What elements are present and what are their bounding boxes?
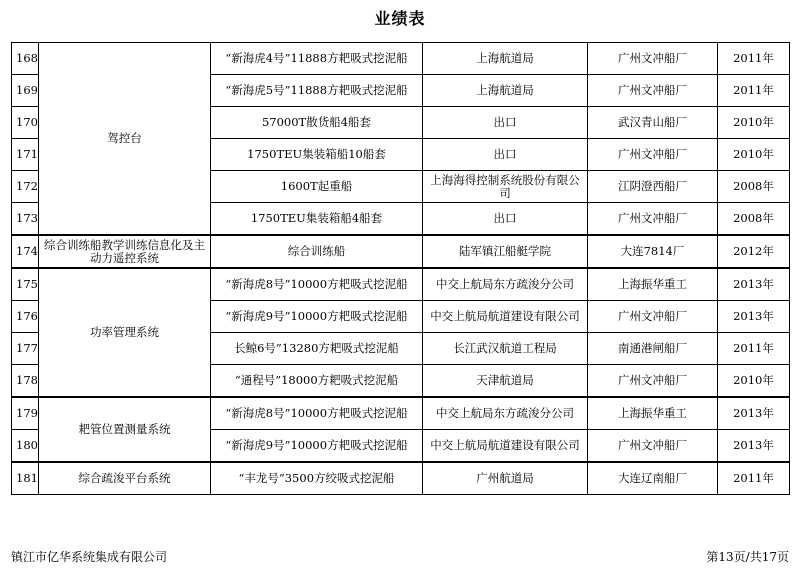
table-row: [12, 43, 790, 75]
builder-cell: 广州文冲船厂: [588, 203, 718, 236]
row-number: 172: [12, 171, 39, 203]
client-cell: 陆军镇江船艇学院: [423, 235, 588, 268]
client-cell: 出口: [423, 203, 588, 236]
table-row: [12, 397, 790, 430]
row-number: 176: [12, 301, 39, 333]
builder-cell: 江阴澄西船厂: [588, 171, 718, 203]
row-number: 174: [12, 235, 39, 268]
row-number: 179: [12, 397, 39, 430]
builder-cell: 上海振华重工: [588, 268, 718, 301]
builder-cell: 广州文冲船厂: [588, 139, 718, 171]
table-row: [12, 235, 790, 268]
row-number: 177: [12, 333, 39, 365]
product-cell: “新海虎8号”10000方耙吸式挖泥船: [211, 397, 423, 430]
product-cell: 长鲸6号”13280方耙吸式挖泥船: [211, 333, 423, 365]
row-number: 168: [12, 43, 39, 75]
year-cell: 2008年: [718, 171, 790, 203]
client-cell: 长江武汉航道工程局: [423, 333, 588, 365]
table-row: [12, 462, 790, 495]
year-cell: 2011年: [718, 75, 790, 107]
product-cell: “新海虎8号”10000方耙吸式挖泥船: [211, 268, 423, 301]
system-group-cell: 耙管位置测量系统: [39, 397, 211, 462]
builder-cell: 广州文冲船厂: [588, 365, 718, 398]
client-cell: 广州航道局: [423, 462, 588, 495]
year-cell: 2013年: [718, 397, 790, 430]
builder-cell: 南通港闸船厂: [588, 333, 718, 365]
builder-cell: 广州文冲船厂: [588, 430, 718, 463]
performance-table: [11, 42, 790, 495]
product-cell: 1750TEU集装箱船4船套: [211, 203, 423, 236]
row-number: 169: [12, 75, 39, 107]
footer-company: 镇江市亿华系统集成有限公司: [11, 550, 168, 564]
client-cell: 上海航道局: [423, 75, 588, 107]
row-number: 178: [12, 365, 39, 398]
product-cell: “新海虎4号”11888方耙吸式挖泥船: [211, 43, 423, 75]
client-cell: 上海航道局: [423, 43, 588, 75]
client-cell: 中交上航局东方疏浚分公司: [423, 268, 588, 301]
system-group-cell: 功率管理系统: [39, 268, 211, 397]
row-number: 171: [12, 139, 39, 171]
builder-cell: 广州文冲船厂: [588, 75, 718, 107]
client-cell: 上海海得控制系统股份有限公司: [423, 171, 588, 203]
year-cell: 2011年: [718, 333, 790, 365]
row-number: 175: [12, 268, 39, 301]
year-cell: 2008年: [718, 203, 790, 236]
product-cell: 1600T起重船: [211, 171, 423, 203]
row-number: 180: [12, 430, 39, 463]
client-cell: 出口: [423, 107, 588, 139]
row-number: 173: [12, 203, 39, 236]
builder-cell: 大连辽南船厂: [588, 462, 718, 495]
builder-cell: 上海振华重工: [588, 397, 718, 430]
year-cell: 2013年: [718, 301, 790, 333]
year-cell: 2013年: [718, 268, 790, 301]
builder-cell: 广州文冲船厂: [588, 301, 718, 333]
year-cell: 2011年: [718, 462, 790, 495]
year-cell: 2010年: [718, 107, 790, 139]
client-cell: 中交上航局航道建设有限公司: [423, 301, 588, 333]
product-cell: 57000T散货船4船套: [211, 107, 423, 139]
table-row: [12, 268, 790, 301]
page-title: 业绩表: [374, 9, 426, 28]
product-cell: 1750TEU集装箱船10船套: [211, 139, 423, 171]
product-cell: “通程号”18000方耙吸式挖泥船: [211, 365, 423, 398]
product-cell: “新海虎9号”10000方耙吸式挖泥船: [211, 301, 423, 333]
year-cell: 2013年: [718, 430, 790, 463]
year-cell: 2010年: [718, 365, 790, 398]
system-group-cell: 综合训练船教学训练信息化及主动力遥控系统: [39, 235, 211, 268]
client-cell: 天津航道局: [423, 365, 588, 398]
row-number: 181: [12, 462, 39, 495]
client-cell: 出口: [423, 139, 588, 171]
year-cell: 2012年: [718, 235, 790, 268]
product-cell: “丰龙号”3500方绞吸式挖泥船: [211, 462, 423, 495]
builder-cell: 广州文冲船厂: [588, 43, 718, 75]
builder-cell: 武汉青山船厂: [588, 107, 718, 139]
builder-cell: 大连7814厂: [588, 235, 718, 268]
product-cell: 综合训练船: [211, 235, 423, 268]
footer-page-number: 第13页/共17页: [706, 550, 789, 564]
client-cell: 中交上航局航道建设有限公司: [423, 430, 588, 463]
client-cell: 中交上航局东方疏浚分公司: [423, 397, 588, 430]
product-cell: “新海虎5号”11888方耙吸式挖泥船: [211, 75, 423, 107]
product-cell: “新海虎9号”10000方耙吸式挖泥船: [211, 430, 423, 463]
system-group-cell: 综合疏浚平台系统: [39, 462, 211, 495]
row-number: 170: [12, 107, 39, 139]
year-cell: 2011年: [718, 43, 790, 75]
year-cell: 2010年: [718, 139, 790, 171]
system-group-cell: 驾控台: [39, 43, 211, 236]
